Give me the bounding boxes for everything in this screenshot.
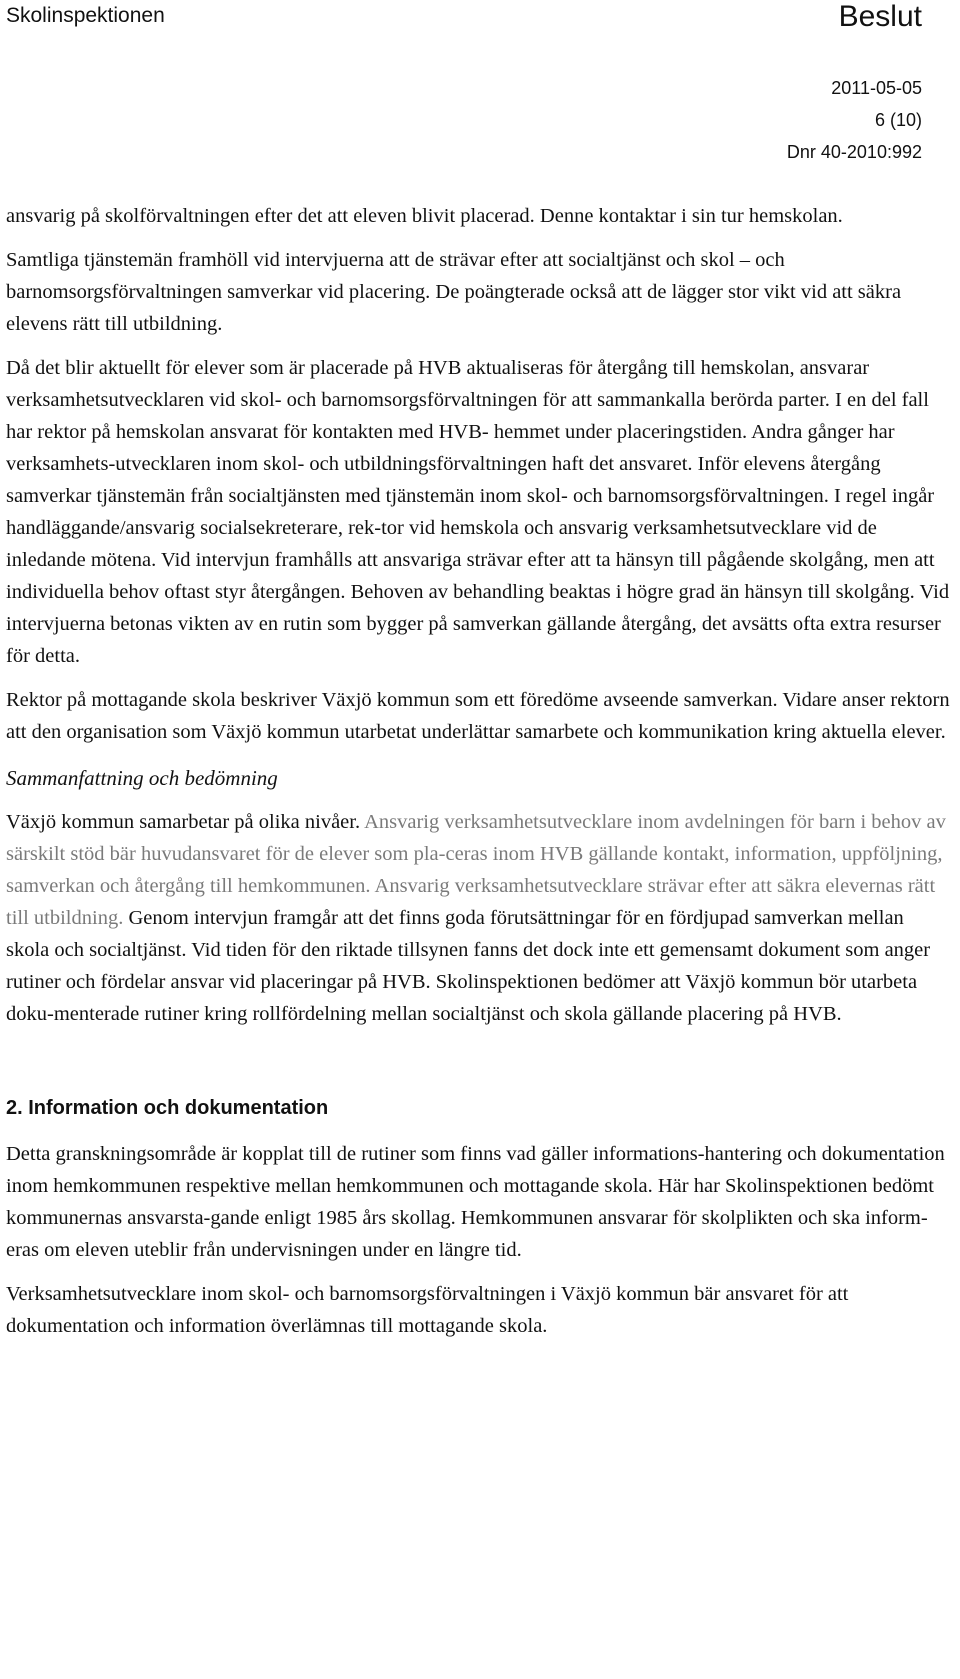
- document-body: [6, 200, 952, 1354]
- document-date: 2011-05-05: [831, 78, 922, 98]
- subheading-summary: Sammanfattning och bedömning: [6, 766, 278, 790]
- paragraph-5-part-b: Ansvarig verksamhetsutvecklare inom avdelningen för barn i behov av särskilt stöd bär huvudansvaret för de elever som pla-ceras inom HVB gällande kontakt, information, uppföljning, samverkan och återgång till hemkommunen. Ansvarig verksamhetsutvecklare strävar efter att säkra elevernas rätt till utbildning.: [6, 811, 946, 929]
- paragraph-2: Samtliga tjänstemän framhöll vid intervjuerna att de strävar efter att socialtjänst och skol – och barnomsorgsförvaltningen samverkar vid placering. De poängterade också att de lägger stor vikt vid att säkra elevens rätt till utbildning.: [6, 249, 902, 335]
- paragraph-3: Då det blir aktuellt för elever som är placerade på HVB aktualiseras för återgång till hemskolan, ansvarar verksamhetsutvecklaren vid skol- och barnomsorgsförvaltningen för att sammankalla berörda parter. I en del fall har rektor på hemskolan ansvarat för kontakten med HVB- hemmet under placeringstiden. Andra gånger har verksamhets-utvecklaren inom skol- och utbildningsförvaltningen haft det ansvaret. Inför elevens återgång samverkar tjänstemän från socialtjänsten med tjänstemän inom skol- och barnomsorgsförvaltningen. I regel ingår handläggande/ansvarig socialsekreterare, rek-tor vid hemskola och ansvarig verksamhetsutvecklare vid de inledande mötena. Vid intervjun framhålls att ansvariga strävar efter att ta hänsyn till pågående skolgång, men att individuella behov oftast styr återgången. Behoven av behandling beaktas i högre grad än hänsyn till skolgång. Vid intervjuerna betonas vikten av en rutin som bygger på samverkan gällande återgång, det avsätts ofta extra resurser för detta.: [6, 357, 950, 667]
- document-meta: [787, 72, 922, 168]
- paragraph-5: [6, 806, 952, 1030]
- paragraph-6: Detta granskningsområde är kopplat till de rutiner som finns vad gäller informations-hantering och dokumentation inom hemkommunen respektive mellan hemkommunen och mottagande skola. Här har Skolinspektionen bedömt kommunernas ansvarsta-gande enligt 1985 års skollag. Hemkommunen ansvarar för skolplikten och ska inform-eras om eleven uteblir från undervisningen under en längre tid.: [6, 1143, 945, 1261]
- paragraph-1: ansvarig på skolförvaltningen efter det att eleven blivit placerad. Denne kontaktar i sin tur hemskolan.: [6, 205, 843, 227]
- paragraph-7: Verksamhetsutvecklare inom skol- och barnomsorgsförvaltningen i Växjö kommun bär ansvaret för att dokumentation och information överlämnas till mottagande skola.: [6, 1283, 849, 1337]
- organization-name: Skolinspektionen: [6, 4, 165, 27]
- document-type: Beslut: [838, 0, 922, 33]
- paragraph-4: Rektor på mottagande skola beskriver Växjö kommun som ett föredöme avseende samverkan. Vidare anser rektorn att den organisation som Växjö kommun utarbetat underlättar samarbete och kommunikation kring aktuella elever.: [6, 689, 950, 743]
- paragraph-5-part-a: Växjö kommun samarbetar på olika nivåer.: [6, 811, 361, 833]
- page-number: 6 (10): [874, 110, 922, 130]
- section-heading-2: 2. Information och dokumentation: [6, 1097, 329, 1119]
- case-number: Dnr 40-2010:992: [786, 142, 922, 162]
- paragraph-5-part-c: Genom intervjun framgår att det finns goda förutsättningar för en fördjupad samverkan mellan skola och socialtjänst. Vid tiden för den riktade tillsynen fanns det dock inte ett gemensamt dokument som anger rutiner och fördelar ansvar vid placeringar på HVB. Skolinspektionen bedömer att Växjö kommun bör utarbeta doku-menterade rutiner kring rollfördelning mellan socialtjänst och skola gällande placering på HVB.: [6, 907, 931, 1025]
